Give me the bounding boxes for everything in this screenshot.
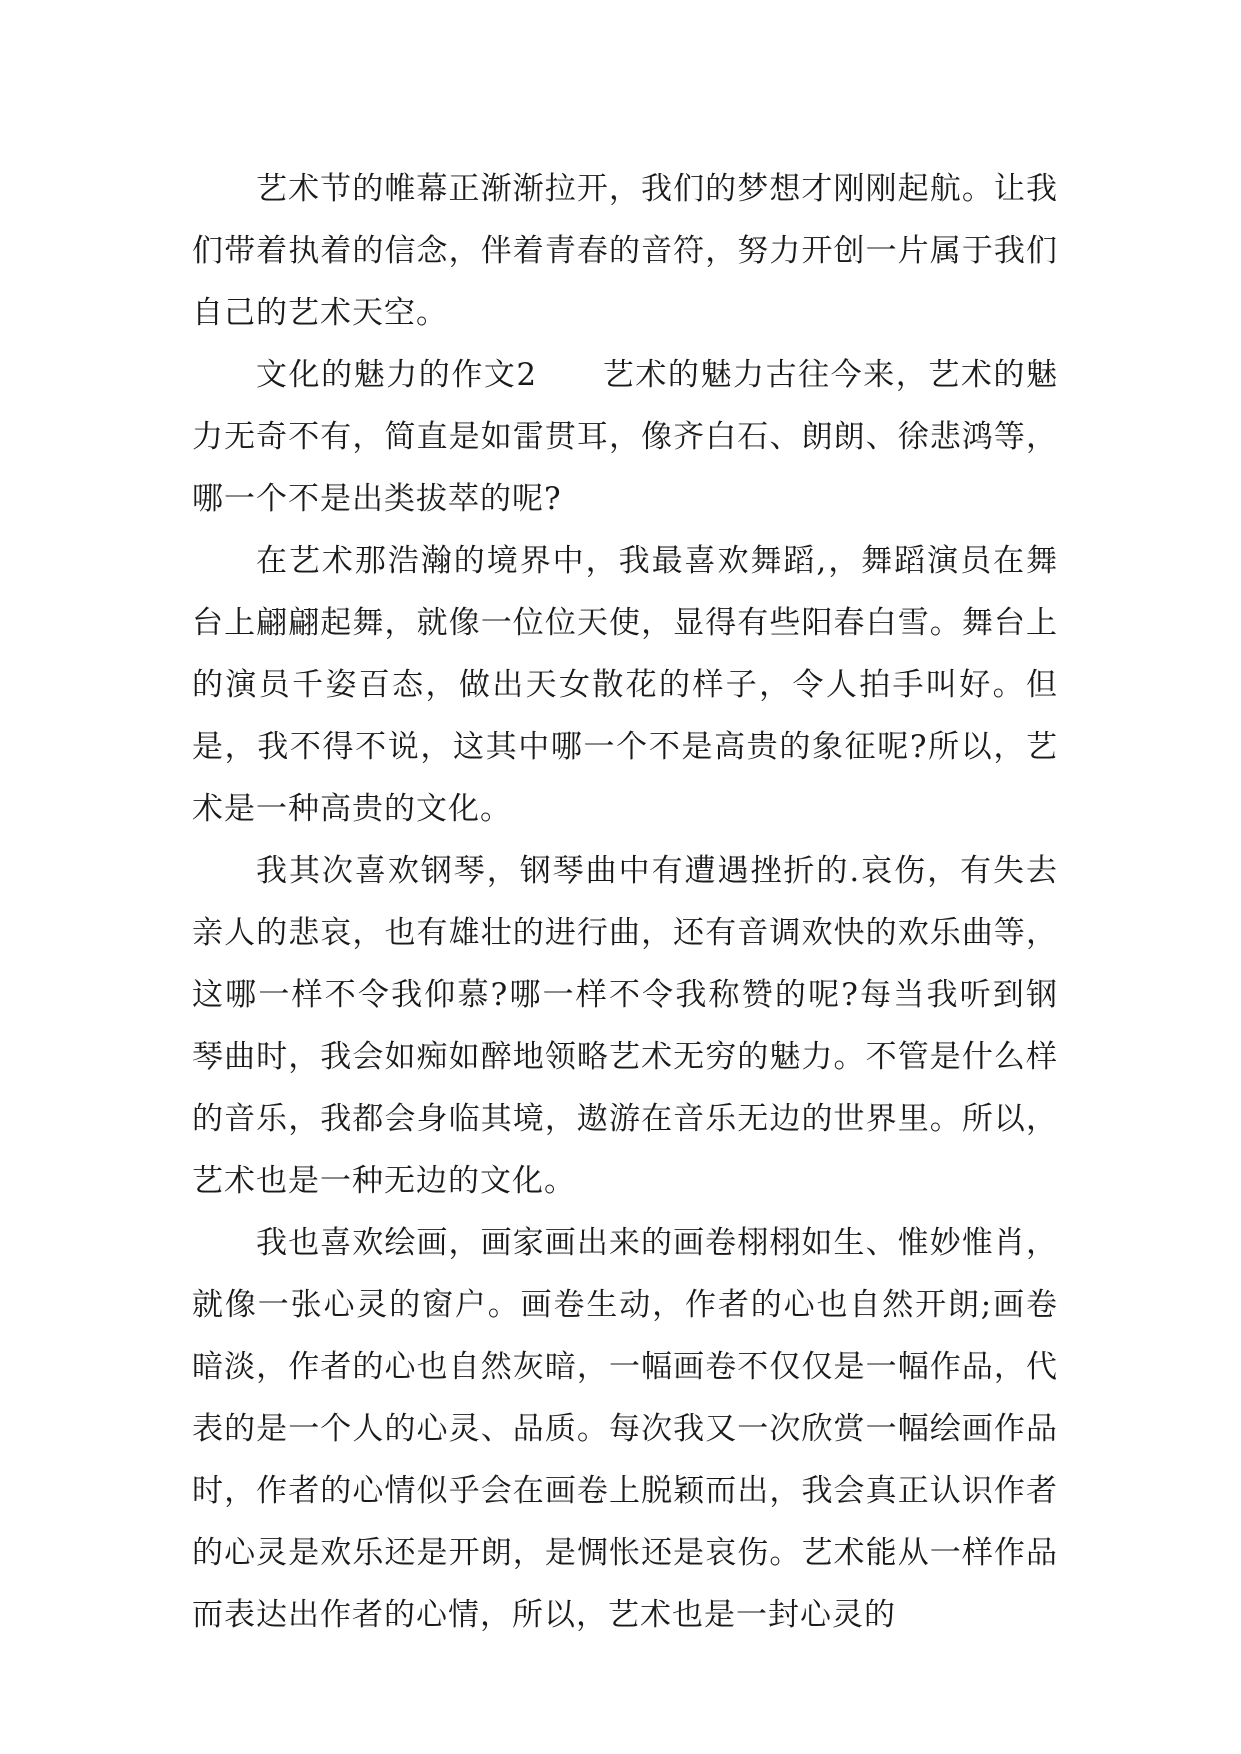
document-body	[192, 158, 1058, 1646]
paragraph-3: 在艺术那浩瀚的境界中，我最喜欢舞蹈,，舞蹈演员在舞台上翩翩起舞，就像一位位天使，显得有些阳春白雪。舞台上的演员千姿百态，做出天女散花的样子，令人拍手叫好。但是，我不得不说，这其中哪一个不是高贵的象征呢?所以，艺术是一种高贵的文化。	[192, 543, 1058, 827]
paragraph-2: 文化的魅力的作文2 艺术的魅力古往今来，艺术的魅力无奇不有，简直是如雷贯耳，像齐白石、朗朗、徐悲鸿等，哪一个不是出类拔萃的呢?	[192, 357, 1058, 517]
paragraph-5: 我也喜欢绘画，画家画出来的画卷栩栩如生、惟妙惟肖，就像一张心灵的窗户。画卷生动，作者的心也自然开朗;画卷暗淡，作者的心也自然灰暗，一幅画卷不仅仅是一幅作品，代表的是一个人的心灵、品质。每次我又一次欣赏一幅绘画作品时，作者的心情似乎会在画卷上脱颖而出，我会真正认识作者的心灵是欢乐还是开朗，是惆怅还是哀伤。艺术能从一样作品而表达出作者的心情，所以，艺术也是一封心灵的	[192, 1225, 1058, 1633]
paragraph-4: 我其次喜欢钢琴，钢琴曲中有遭遇挫折的.哀伤，有失去亲人的悲哀，也有雄壮的进行曲，还有音调欢快的欢乐曲等，这哪一样不令我仰慕?哪一样不令我称赞的呢?每当我听到钢琴曲时，我会如痴如醉地领略艺术无穷的魅力。不管是什么样的音乐，我都会身临其境，遨游在音乐无边的世界里。所以，艺术也是一种无边的文化。	[192, 853, 1058, 1199]
paragraph-1: 艺术节的帷幕正渐渐拉开，我们的梦想才刚刚起航。让我们带着执着的信念，伴着青春的音符，努力开创一片属于我们自己的艺术天空。	[192, 171, 1058, 331]
